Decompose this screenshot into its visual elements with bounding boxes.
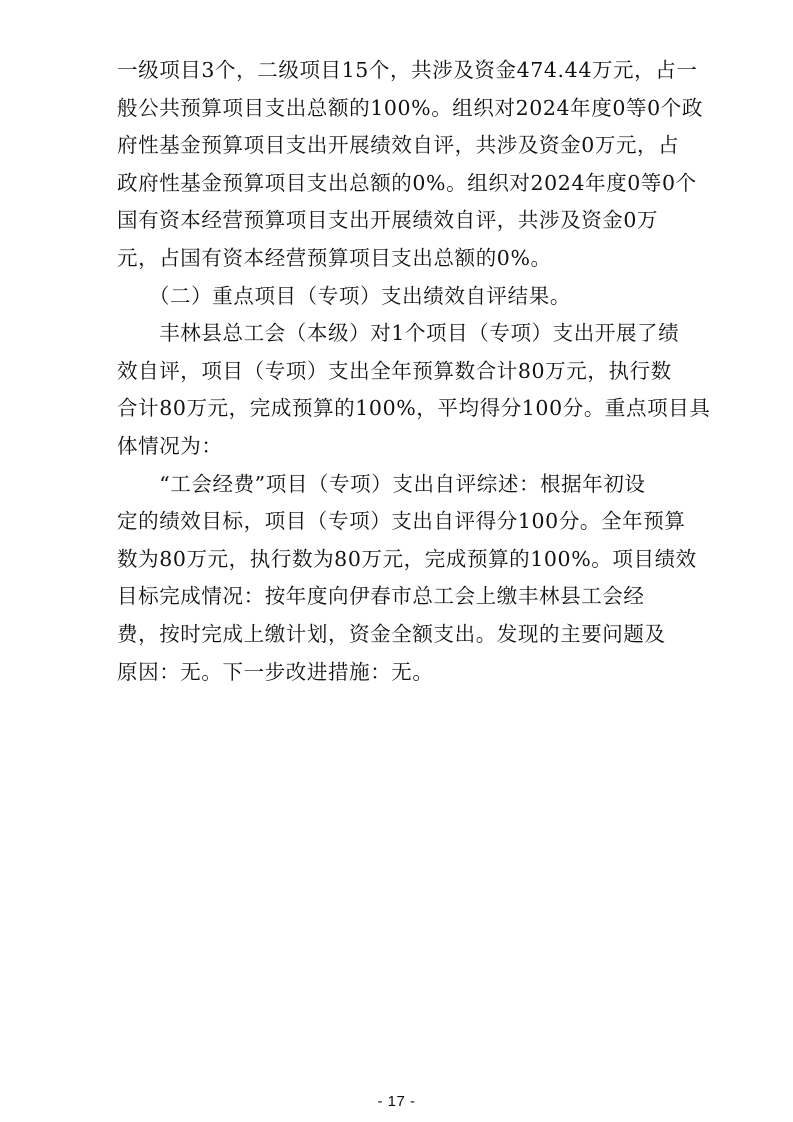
text-line: 丰林县总工会（本级）对1个项目（专项）支出开展了绩: [117, 321, 680, 346]
section-heading: （二）重点项目（专项）支出绩效自评结果。: [117, 283, 571, 308]
text-line: 费，按时完成上缴计划，资金全额支出。发现的主要问题及: [117, 621, 666, 646]
text-line: 府性基金预算项目支出开展绩效自评，共涉及资金0万元，占: [117, 133, 680, 158]
text-line: 原因：无。下一步改进措施：无。: [117, 659, 434, 684]
text-line: 元，占国有资本经营预算项目支出总额的0%。: [117, 245, 552, 270]
text-line: 定的绩效目标，项目（专项）支出自评得分100分。全年预算: [117, 509, 686, 534]
text-line: 国有资本经营预算项目支出开展绩效自评，共涉及资金0万: [117, 208, 659, 233]
text-line: “工会经费”项目（专项）支出自评综述：根据年初设: [117, 471, 646, 496]
text-line: 体情况为：: [117, 433, 223, 458]
text-line: 般公共预算项目支出总额的100%。组织对2024年度0等0个政: [117, 95, 703, 120]
text-line: 一级项目3个，二级项目15个，共涉及资金474.44万元，占一: [117, 58, 698, 82]
text-line: 效自评，项目（专项）支出全年预算数合计80万元，执行数: [117, 358, 672, 383]
body-text: [117, 52, 711, 691]
text-line: 数为80万元，执行数为80万元，完成预算的100%。项目绩效: [117, 546, 697, 571]
text-line: 政府性基金预算项目支出总额的0%。组织对2024年度0等0个: [117, 170, 697, 195]
page-number: - 17 -: [377, 1093, 416, 1110]
text-line: 目标完成情况：按年度向伊春市总工会上缴丰林县工会经: [117, 584, 645, 609]
text-line: 合计80万元，完成预算的100%，平均得分100分。重点项目具: [117, 396, 711, 421]
